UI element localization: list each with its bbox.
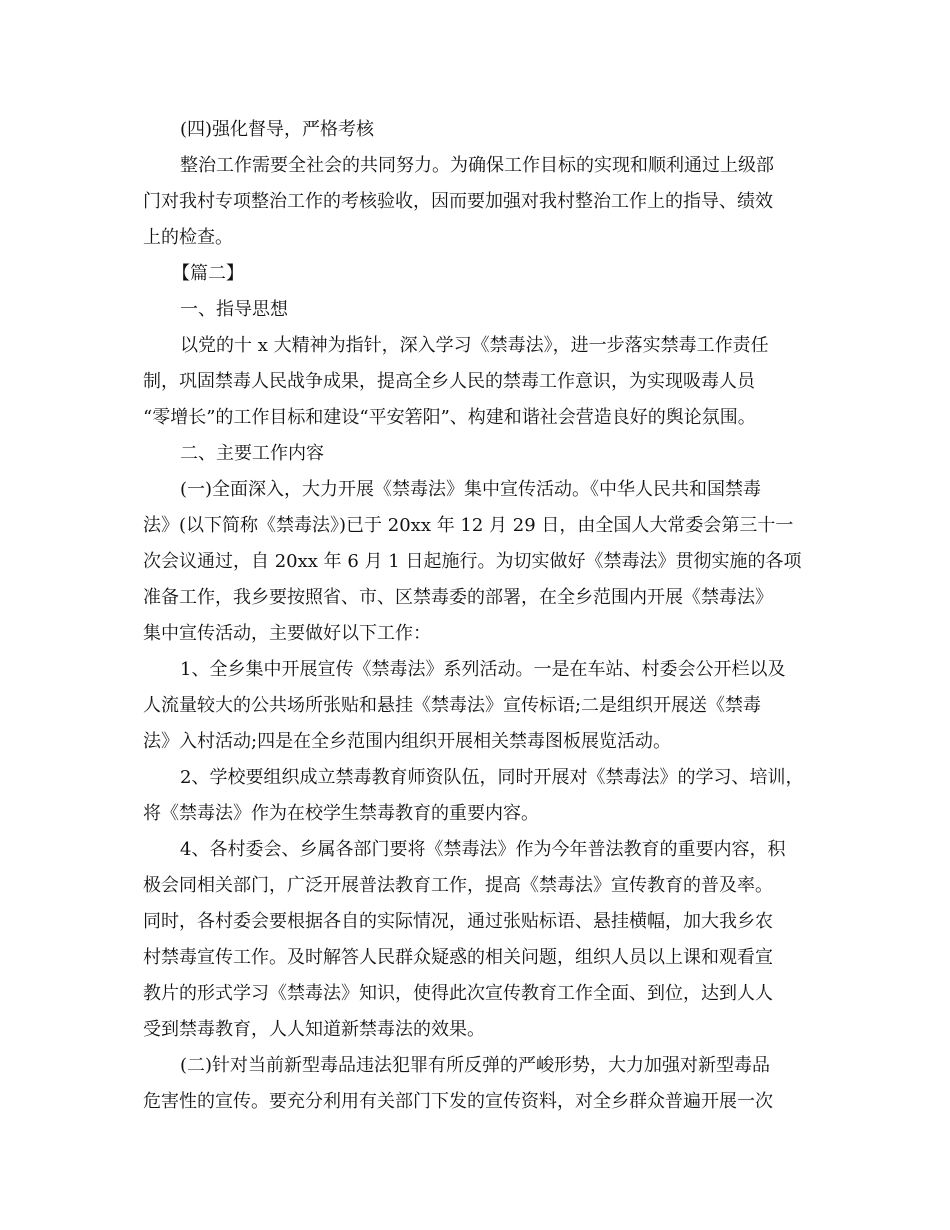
- paragraph-line: 危害性的宣传。要充分利用有关部门下发的宣传资料，对全乡群众普遍开展一次: [143, 1091, 773, 1112]
- part-heading: 【篇二】: [172, 263, 244, 284]
- paragraph-line: (二)针对当前新型毒品违法犯罪有所反弹的严峻形势，大力加强对新型毒品: [180, 1055, 771, 1076]
- paragraph-line: 制，巩固禁毒人民战争成果，提高全乡人民的禁毒工作意识，为实现吸毒人员: [143, 371, 755, 392]
- paragraph-line: 受到禁毒教育，人人知道新禁毒法的效果。: [143, 1019, 485, 1040]
- paragraph-line: 极会同相关部门，广泛开展普法教育工作，提高《禁毒法》宣传教育的普及率。: [143, 875, 773, 896]
- paragraph-line: 法》入村活动;四是在全乡范围内组织开展相关禁毒图板展览活动。: [143, 731, 672, 752]
- paragraph-line: (一)全面深入，大力开展《禁毒法》集中宣传活动。《中华人民共和国禁毒: [180, 479, 762, 500]
- paragraph-line: 1、全乡集中开展宣传《禁毒法》系列活动。一是在车站、村委会公开栏以及: [180, 659, 786, 680]
- paragraph-line: 集中宣传活动，主要做好以下工作：: [143, 623, 431, 644]
- paragraph-line: 4、各村委会、乡属各部门要将《禁毒法》作为今年普法教育的重要内容，积: [180, 839, 786, 860]
- paragraph-line: 同时，各村委会要根据各自的实际情况，通过张贴标语、悬挂横幅，加大我乡农: [143, 911, 773, 932]
- section-heading: 二、主要工作内容: [180, 443, 324, 464]
- paragraph-line: 准备工作，我乡要按照省、市、区禁毒委的部署，在全乡范围内开展《禁毒法》: [143, 587, 773, 608]
- paragraph-line: 次会议通过，自 20xx 年 6 月 1 日起施行。为切实做好《禁毒法》贯彻实施的各项: [143, 551, 802, 572]
- paragraph-line: 整治工作需要全社会的共同努力。为确保工作目标的实现和顺利通过上级部: [180, 155, 774, 176]
- paragraph-line: 以党的十 x 大精神为指针，深入学习《禁毒法》，进一步落实禁毒工作责任: [180, 335, 769, 356]
- paragraph-line: 教片的形式学习《禁毒法》知识，使得此次宣传教育工作全面、到位，达到人人: [143, 983, 773, 1004]
- paragraph-line: 2、学校要组织成立禁毒教育师资队伍，同时开展对《禁毒法》的学习、培训，: [180, 767, 804, 788]
- section-heading: 一、指导思想: [180, 299, 288, 320]
- paragraph-line: 上的检查。: [143, 227, 233, 248]
- section-heading: (四)强化督导，严格考核: [180, 119, 375, 140]
- paragraph-line: “零增长”的工作目标和建设“平安箬阳”、构建和谐社会营造良好的舆论氛围。: [143, 407, 756, 428]
- paragraph-line: 村禁毒宣传工作。及时解答人民群众疑惑的相关问题，组织人员以上课和观看宣: [143, 947, 773, 968]
- paragraph-line: 人流量较大的公共场所张贴和悬挂《禁毒法》宣传标语;二是组织开展送《禁毒: [143, 695, 762, 716]
- paragraph-line: 门对我村专项整治工作的考核验收，因而要加强对我村整治工作上的指导、绩效: [143, 191, 773, 212]
- paragraph-line: 法》(以下简称《禁毒法》)已于 20xx 年 12 月 29 日，由全国人大常委会第三十一: [143, 515, 794, 536]
- paragraph-line: 将《禁毒法》作为在校学生禁毒教育的重要内容。: [143, 803, 539, 824]
